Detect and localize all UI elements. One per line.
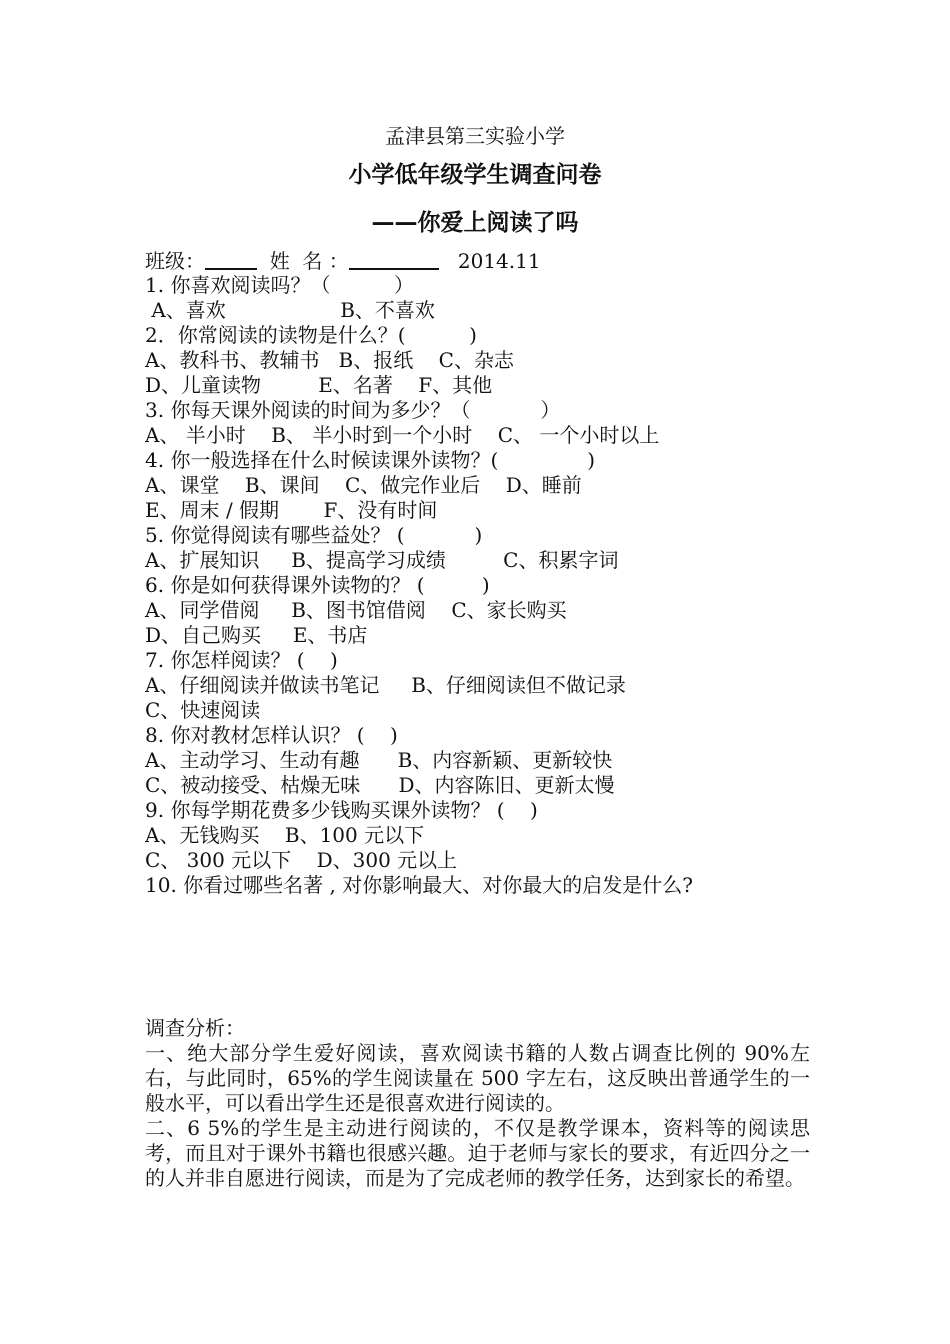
question-line: 9. 你每学期花费多少钱购买课外读物？ ( ) xyxy=(145,798,538,822)
question-line: A、教科书、教辅书 B、报纸 C、杂志 xyxy=(145,348,514,372)
question-line: D、儿童读物 E、名著 F、其他 xyxy=(145,373,493,397)
analysis-section xyxy=(145,1016,825,1191)
analysis-paragraph-1: 一、绝大部分学生爱好阅读，喜欢阅读书籍的人数占调查比例的 90%左右，与此同时，65%的学生阅读量在 500 字左右，这反映出普通学生的一般水平，可以看出学生还是很喜欢进行阅读的。 xyxy=(145,1041,810,1115)
question-line: 3. 你每天课外阅读的时间为多少？（ ） xyxy=(145,398,561,422)
question-line: 4. 你一般选择在什么时候读课外读物？( ) xyxy=(145,448,596,472)
class-label: 班级： xyxy=(145,249,205,273)
question-list xyxy=(145,273,825,898)
school-name: 孟津县第三实验小学 xyxy=(385,124,565,148)
document-subtitle: ——你爱上阅读了吗 xyxy=(371,210,579,236)
question-line: 7. 你怎样阅读？ ( ) xyxy=(145,648,338,672)
analysis-paragraph-2: 二、6 5%的学生是主动进行阅读的，不仅是教学课本，资料等的阅读思考，而且对于课外书籍也很感兴趣。迫于老师与家长的要求，有近四分之一的人并非自愿进行阅读，而是为了完成老师的教学任务，达到家长的希望。 xyxy=(145,1116,810,1190)
question-line: 5. 你觉得阅读有哪些益处？ ( ) xyxy=(145,523,483,547)
question-line: 6. 你是如何获得课外读物的？ ( ) xyxy=(145,573,490,597)
class-blank xyxy=(205,248,257,270)
question-line: C、快速阅读 xyxy=(145,698,261,722)
question-line: 1. 你喜欢阅读吗？（ ） xyxy=(145,273,415,297)
info-line xyxy=(145,248,825,273)
question-line: A、主动学习、生动有趣 B、内容新颖、更新较快 xyxy=(145,748,613,772)
question-line: A、仔细阅读并做读书笔记 B、仔细阅读但不做记录 xyxy=(145,673,626,697)
survey-date: 2014.11 xyxy=(438,249,541,273)
name-blank xyxy=(349,248,439,270)
question-line: D、自己购买 E、书店 xyxy=(145,623,368,647)
questionnaire-body xyxy=(145,248,825,1191)
question-line: 8. 你对教材怎样认识？ ( ) xyxy=(145,723,398,747)
document-title: 小学低年级学生调查问卷 xyxy=(348,162,602,188)
question-line: 2．你常阅读的读物是什么？( ) xyxy=(145,323,477,347)
question-line: A、无钱购买 B、100 元以下 xyxy=(145,823,425,847)
question-line: A、同学借阅 B、图书馆借阅 C、家长购买 xyxy=(145,598,567,622)
question-line: E、周末 / 假期 F、没有时间 xyxy=(145,498,438,522)
question-line: 10. 你看过哪些名著 , 对你影响最大、对你最大的启发是什么? xyxy=(145,873,693,897)
question-line: A、 半小时 B、 半小时到一个小时 C、 一个小时以上 xyxy=(145,423,660,447)
question-line: C、 300 元以下 D、300 元以上 xyxy=(145,848,458,872)
question-line: A、喜欢 B、不喜欢 xyxy=(145,298,435,322)
answer-space xyxy=(145,898,825,1016)
question-line: A、课堂 B、课间 C、做完作业后 D、睡前 xyxy=(145,473,582,497)
question-line: C、被动接受、枯燥无味 D、内容陈旧、更新太慢 xyxy=(145,773,615,797)
question-line: A、扩展知识 B、提高学习成绩 C、积累字词 xyxy=(145,548,619,572)
name-label: 姓 名 ： xyxy=(257,249,349,273)
analysis-heading: 调查分析： xyxy=(145,1016,245,1040)
